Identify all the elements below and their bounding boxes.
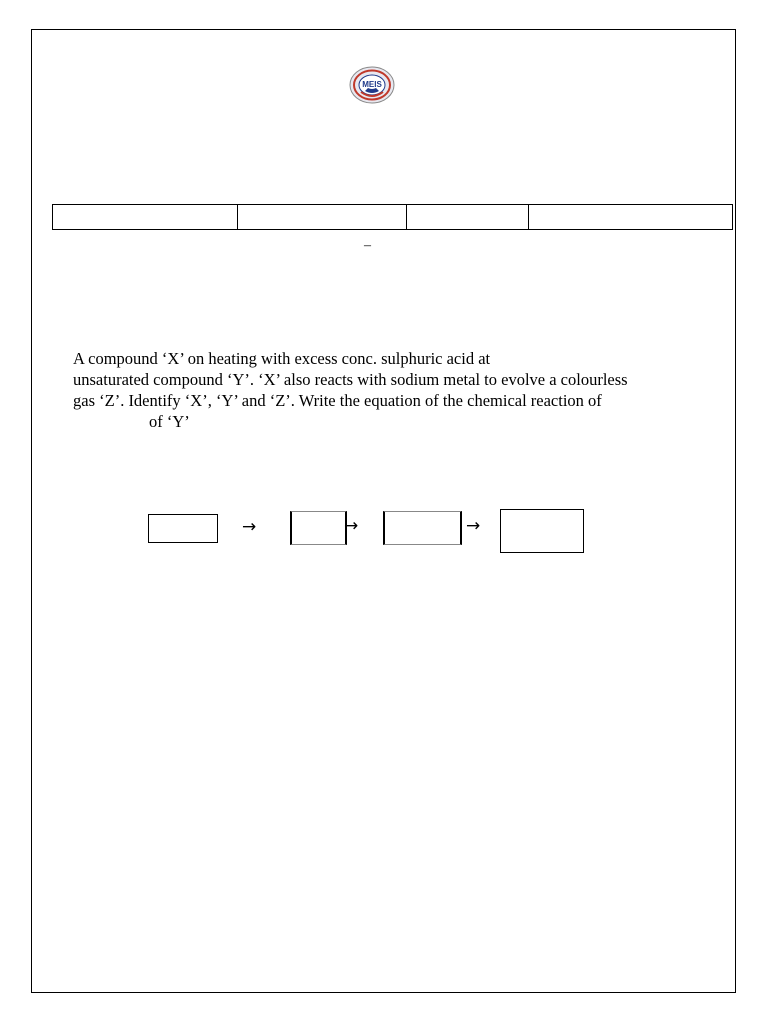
flow-box-2 bbox=[290, 511, 347, 545]
school-crest-icon bbox=[349, 66, 395, 104]
question-line: gas ‘Z’. Identify ‘X’, ‘Y’ and ‘Z’. Write the equation of the chemical reaction of bbox=[73, 391, 602, 410]
header-info-table bbox=[52, 204, 733, 230]
question-text bbox=[73, 348, 713, 432]
header-cell bbox=[53, 205, 238, 230]
right-arrow-icon: → bbox=[466, 516, 481, 536]
flow-box-3 bbox=[383, 511, 462, 545]
flow-box-4 bbox=[500, 509, 584, 553]
header-cell bbox=[238, 205, 407, 230]
school-logo bbox=[349, 66, 395, 104]
question-line: unsaturated compound ‘Y’. ‘X’ also reacts with sodium metal to evolve a colourless bbox=[73, 370, 628, 389]
header-cell bbox=[407, 205, 529, 230]
flow-box-1 bbox=[148, 514, 218, 543]
header-cell bbox=[529, 205, 733, 230]
right-arrow-icon: → bbox=[242, 517, 257, 537]
question-line: A compound ‘X’ on heating with excess conc. sulphuric acid at bbox=[73, 349, 491, 368]
dash-mark: – bbox=[364, 238, 371, 253]
header-row bbox=[53, 205, 733, 230]
logo-text: MEIS bbox=[362, 80, 382, 89]
question-line: of ‘Y’ bbox=[149, 412, 190, 431]
right-arrow-icon: → bbox=[344, 516, 359, 536]
